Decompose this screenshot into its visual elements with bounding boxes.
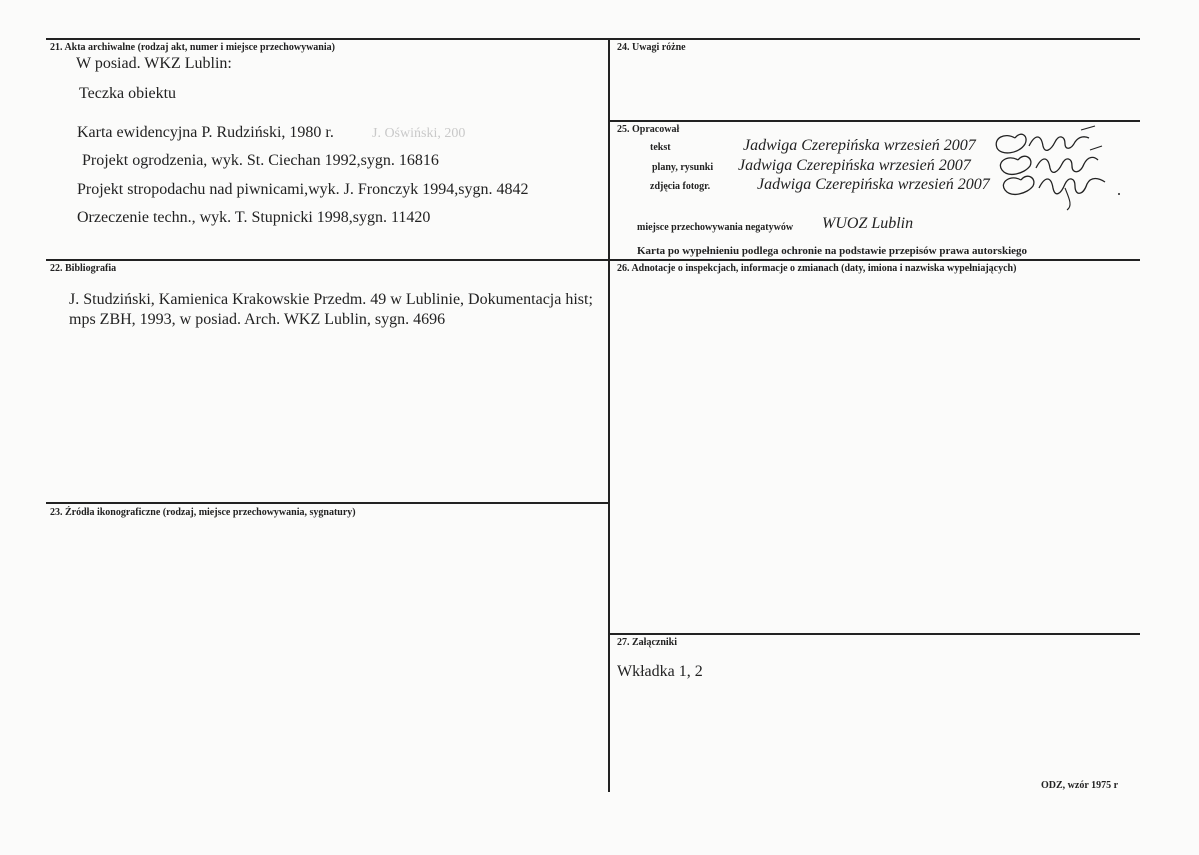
divider-24-25 xyxy=(609,120,1140,122)
divider-25-26 xyxy=(609,259,1140,261)
section-23-label: 23. Źródła ikonograficzne (rodzaj, miejsce przechowywania, sygnatury) xyxy=(50,507,356,518)
section-27-text: Wkładka 1, 2 xyxy=(617,663,703,680)
form-footer: ODZ, wzór 1975 r xyxy=(1041,780,1119,791)
section-25-negatives-value: WUOZ Lublin xyxy=(822,215,914,232)
section-25-key-zdjecia: zdjęcia fotogr. xyxy=(650,181,711,192)
signature-3 xyxy=(995,166,1125,212)
section-25-copyright-note: Karta po wypełnieniu podlega ochronie na podstawie przepisów prawa autorskiego xyxy=(637,245,1028,257)
section-21-faded-text: J. Oświński, 200 xyxy=(372,126,466,141)
section-21-line-5: Projekt stropodachu nad piwnicami,wyk. J. Fronczyk 1994,sygn. 4842 xyxy=(77,181,529,198)
section-25-value-plany: Jadwiga Czerepińska wrzesień 2007 xyxy=(738,157,971,174)
top-border-line xyxy=(46,38,1140,40)
divider-21-22 xyxy=(46,259,609,261)
section-21-line-2: Teczka obiektu xyxy=(79,85,177,102)
section-25-negatives-label: miejsce przechowywania negatywów xyxy=(637,222,794,233)
section-22-text: J. Studziński, Kamienica Krakowskie Przedm. 49 w Lublinie, Dokumentacja hist; mps ZBH, 1993, w posiad. Arch. WKZ Lublin, sygn. 4696 xyxy=(69,291,593,328)
center-divider-line xyxy=(608,38,610,792)
section-21-line-1: W posiad. WKZ Lublin: xyxy=(76,55,232,72)
section-22-label: 22. Bibliografia xyxy=(50,263,117,274)
section-21-label: 21. Akta archiwalne (rodzaj akt, numer i miejsce przechowywania) xyxy=(50,42,335,53)
divider-26-27 xyxy=(609,633,1140,635)
section-27-label: 27. Załączniki xyxy=(617,637,678,648)
section-25-value-zdjecia: Jadwiga Czerepińska wrzesień 2007 xyxy=(757,176,990,193)
section-21-line-6: Orzeczenie techn., wyk. T. Stupnicki 1998,sygn. 11420 xyxy=(77,209,431,226)
section-26-label: 26. Adnotacje o inspekcjach, informacje o zmianach (daty, imiona i nazwiska wypełniających) xyxy=(617,263,1017,274)
section-25-value-tekst: Jadwiga Czerepińska wrzesień 2007 xyxy=(743,137,976,154)
section-21-line-3: Karta ewidencyjna P. Rudziński, 1980 r. xyxy=(77,124,334,141)
section-21-line-4: Projekt ogrodzenia, wyk. St. Ciechan 1992,sygn. 16816 xyxy=(82,152,439,169)
section-24-label: 24. Uwagi różne xyxy=(617,42,686,53)
section-25-key-tekst: tekst xyxy=(650,142,671,153)
section-25-label: 25. Opracował xyxy=(617,124,680,135)
divider-22-23 xyxy=(46,502,609,504)
section-25-key-plany: plany, rysunki xyxy=(652,162,714,173)
